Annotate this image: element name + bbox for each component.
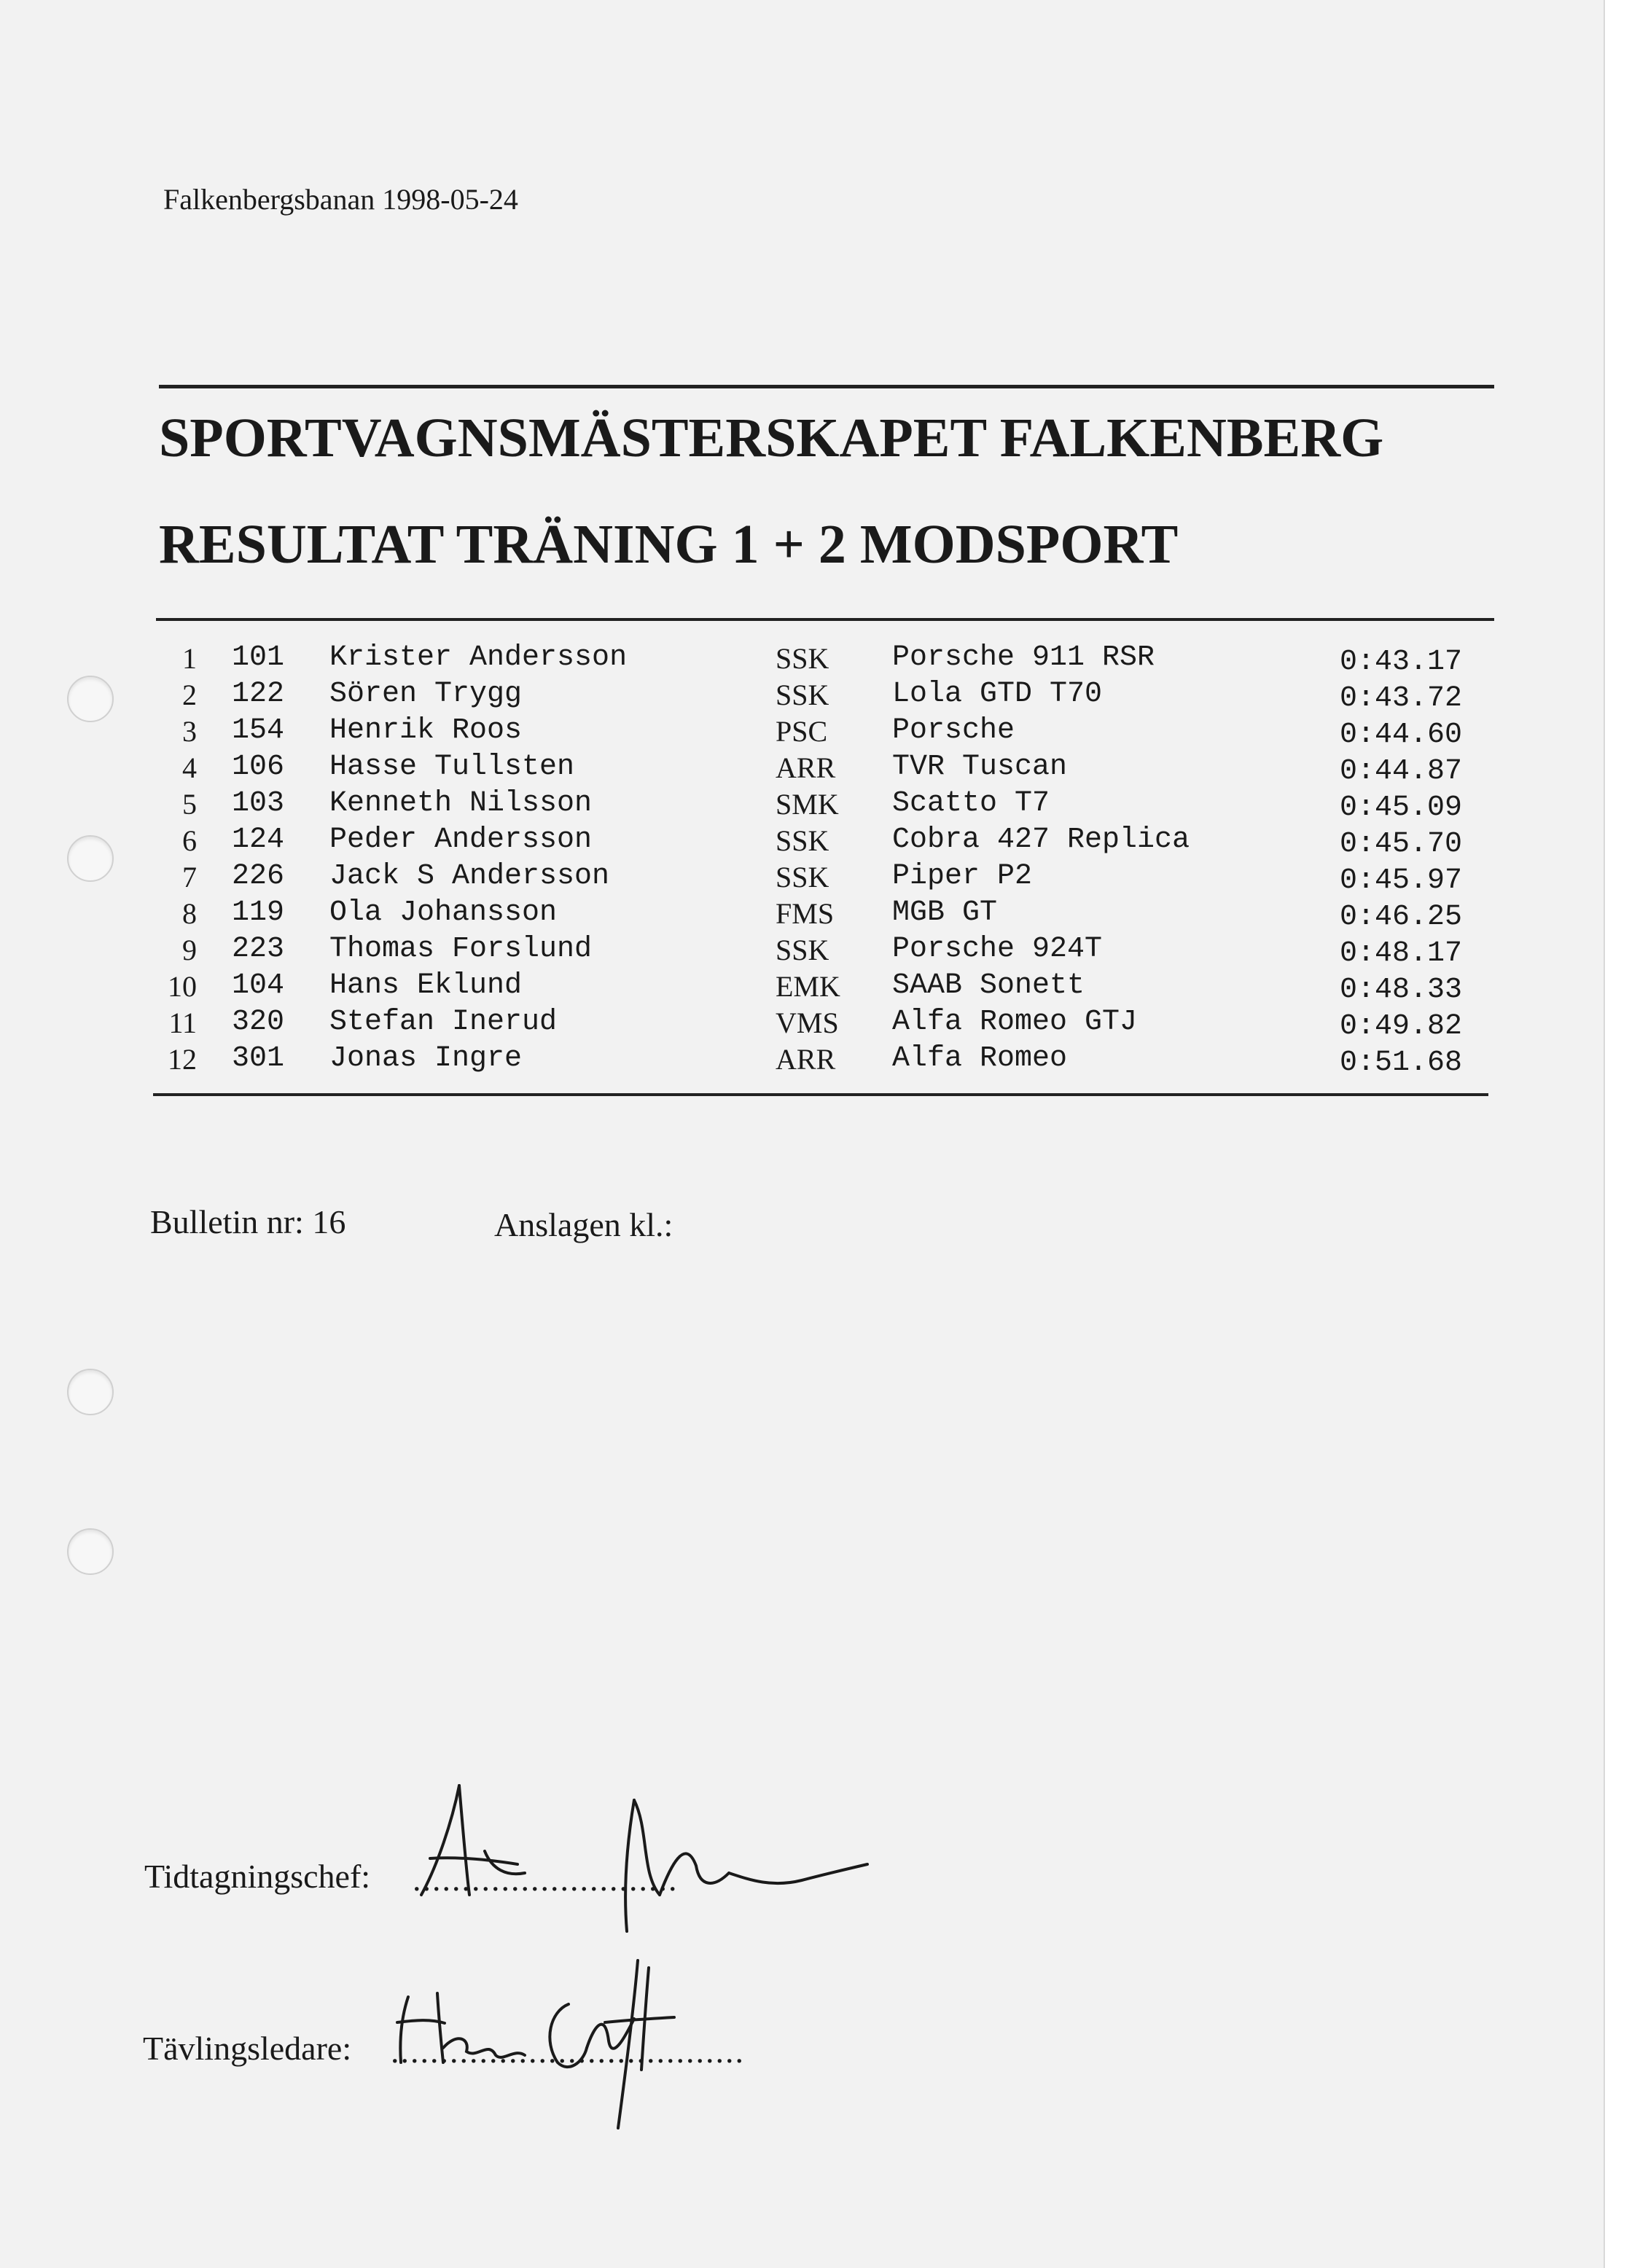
result-lap-time: 0:48.17 [1340,937,1463,970]
result-car: MGB GT [892,896,998,929]
result-driver-name: Thomas Forslund [329,933,593,966]
result-start-number: 119 [232,896,285,929]
result-lap-time: 0:44.87 [1340,755,1463,788]
table-row [0,860,1604,896]
result-lap-time: 0:51.68 [1340,1047,1463,1079]
result-club: FMS [776,897,835,930]
result-lap-time: 0:43.72 [1340,682,1463,715]
result-start-number: 226 [232,860,285,893]
table-row [0,824,1604,860]
table-row [0,787,1604,824]
result-position: 4 [182,751,197,784]
table-row [0,678,1604,714]
result-club: VMS [776,1006,839,1039]
result-car: Cobra 427 Replica [892,824,1190,856]
result-club: SSK [776,642,829,675]
bulletin-number: Bulletin nr: 16 [150,1203,346,1240]
punch-hole [67,1528,114,1575]
result-start-number: 124 [232,824,285,856]
result-club: ARR [776,751,836,784]
table-row [0,933,1604,969]
result-start-number: 101 [232,641,285,674]
timekeeper-signature-line: ........................... [413,1861,679,1898]
result-position: 5 [182,788,197,821]
venue-date: Falkenbergsbanan 1998-05-24 [163,183,518,216]
result-club: ARR [776,1043,836,1076]
result-driver-name: Sören Trygg [329,678,523,711]
result-club: SSK [776,861,829,893]
table-row [0,641,1604,678]
page-subtitle: RESULTAT TRÄNING 1 + 2 MODSPORT [159,514,1179,575]
result-car: TVR Tuscan [892,751,1068,783]
result-car: Piper P2 [892,860,1033,893]
table-top-rule [156,618,1494,621]
result-car: Alfa Romeo GTJ [892,1006,1138,1039]
table-row [0,1006,1604,1042]
table-row [0,1042,1604,1079]
result-start-number: 154 [232,714,285,747]
result-driver-name: Jack S Andersson [329,860,610,893]
result-position: 11 [168,1006,197,1039]
top-rule [159,385,1494,388]
result-lap-time: 0:49.82 [1340,1010,1463,1043]
result-lap-time: 0:48.33 [1340,974,1463,1006]
result-driver-name: Henrik Roos [329,714,523,747]
result-position: 3 [182,715,197,748]
table-row [0,896,1604,933]
result-club: SMK [776,788,839,821]
result-driver-name: Stefan Inerud [329,1006,558,1039]
page-edge [1604,0,1648,2268]
race-director-signature [386,1953,692,2135]
result-lap-time: 0:43.17 [1340,646,1463,679]
result-start-number: 104 [232,969,285,1002]
posted-time-label: Anslagen kl.: [494,1206,673,1243]
result-position: 9 [182,934,197,966]
result-start-number: 301 [232,1042,285,1075]
result-lap-time: 0:44.60 [1340,719,1463,751]
result-start-number: 223 [232,933,285,966]
result-car: Porsche 924T [892,933,1103,966]
result-driver-name: Peder Andersson [329,824,593,856]
result-car: SAAB Sonett [892,969,1085,1002]
result-driver-name: Kenneth Nilsson [329,787,593,820]
result-driver-name: Jonas Ingre [329,1042,523,1075]
result-lap-time: 0:45.70 [1340,828,1463,861]
punch-hole [67,1369,114,1415]
result-driver-name: Ola Johansson [329,896,558,929]
result-car: Alfa Romeo [892,1042,1068,1075]
result-lap-time: 0:46.25 [1340,901,1463,934]
result-position: 2 [182,679,197,711]
result-lap-time: 0:45.09 [1340,791,1463,824]
result-club: EMK [776,970,840,1003]
result-position: 12 [168,1043,197,1076]
result-position: 10 [168,970,197,1003]
result-club: SSK [776,679,829,711]
race-director-label: Tävlingsledare: [143,2030,352,2067]
result-club: PSC [776,715,828,748]
result-start-number: 103 [232,787,285,820]
result-position: 6 [182,824,197,857]
result-car: Lola GTD T70 [892,678,1103,711]
table-row [0,714,1604,751]
table-row [0,751,1604,787]
result-club: SSK [776,934,829,966]
page-title: SPORTVAGNSMÄSTERSKAPET FALKENBERG [159,407,1384,469]
table-bottom-rule [153,1093,1488,1096]
result-start-number: 106 [232,751,285,783]
result-driver-name: Krister Andersson [329,641,628,674]
result-start-number: 122 [232,678,285,711]
result-driver-name: Hasse Tullsten [329,751,575,783]
result-position: 7 [182,861,197,893]
result-car: Porsche 911 RSR [892,641,1155,674]
timekeeper-label: Tidtagningschef: [144,1858,371,1895]
result-driver-name: Hans Eklund [329,969,523,1002]
race-director-signature-line: .................................... [391,2033,745,2070]
result-car: Porsche [892,714,1015,747]
result-lap-time: 0:45.97 [1340,864,1463,897]
result-position: 8 [182,897,197,930]
result-start-number: 320 [232,1006,285,1039]
result-position: 1 [182,642,197,675]
table-row [0,969,1604,1006]
timekeeper-signature [408,1778,875,1939]
result-car: Scatto T7 [892,787,1050,820]
result-club: SSK [776,824,829,857]
